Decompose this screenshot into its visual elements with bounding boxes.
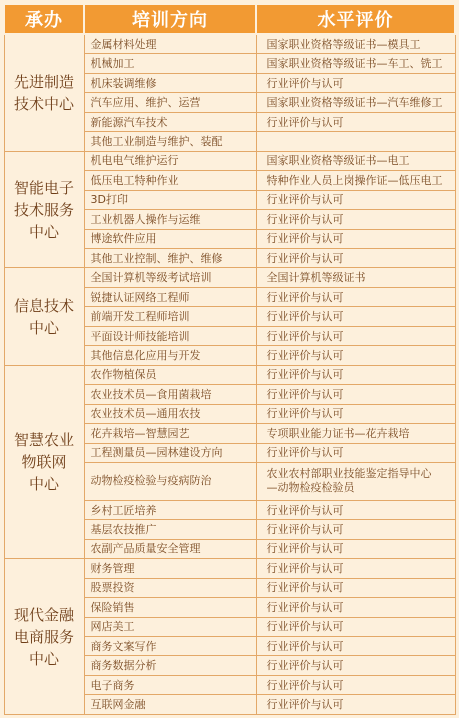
group-host-cell: 智能电子 技术服务 中心 [4,151,84,268]
evaluation-cell: 行业评价与认可 [256,365,455,384]
training-table [3,3,456,715]
group-host-cell: 信息技术 中心 [4,268,84,365]
evaluation-cell: 国家职业资格等级证书—电工 [256,151,455,170]
evaluation-cell: 行业评价与认可 [256,675,455,694]
evaluation-cell: 行业评价与认可 [256,500,455,519]
evaluation-cell: 专项职业能力证书—花卉栽培 [256,424,455,443]
evaluation-cell: 行业评价与认可 [256,578,455,597]
direction-cell: 低压电工特种作业 [84,171,256,190]
evaluation-cell: 行业评价与认可 [256,287,455,306]
evaluation-cell: 行业评价与认可 [256,617,455,636]
evaluation-cell: 行业评价与认可 [256,404,455,423]
direction-cell: 乡村工匠培养 [84,500,256,519]
evaluation-cell: 国家职业资格等级证书—汽车维修工 [256,93,455,112]
header-direction: 培训方向 [84,4,256,34]
direction-cell: 机床装调维修 [84,73,256,92]
table-row [4,559,455,578]
direction-cell: 金属材料处理 [84,34,256,54]
direction-cell: 花卉栽培—智慧园艺 [84,424,256,443]
direction-cell: 其他工业制造与维护、装配 [84,132,256,151]
direction-cell: 博途软件应用 [84,229,256,248]
group-host-cell: 现代金融 电商服务 中心 [4,559,84,715]
direction-cell: 农业技术员—食用菌栽培 [84,385,256,404]
table-row [4,268,455,287]
evaluation-cell: 全国计算机等级证书 [256,268,455,287]
evaluation-cell: 国家职业资格等级证书—模具工 [256,34,455,54]
direction-cell: 工程测量员—园林建设方向 [84,443,256,462]
direction-cell: 其他信息化应用与开发 [84,346,256,365]
evaluation-cell: 行业评价与认可 [256,520,455,539]
evaluation-cell: 行业评价与认可 [256,73,455,92]
direction-cell: 基层农技推广 [84,520,256,539]
evaluation-cell: 行业评价与认可 [256,190,455,209]
evaluation-cell: 行业评价与认可 [256,249,455,268]
direction-cell: 动物检疫检验与疫病防治 [84,463,256,501]
evaluation-cell: 行业评价与认可 [256,210,455,229]
evaluation-cell [256,132,455,151]
direction-cell: 新能源汽车技术 [84,112,256,131]
group-host-cell: 先进制造 技术中心 [4,34,84,151]
table-row [4,34,455,54]
direction-cell: 股票投资 [84,578,256,597]
evaluation-cell: 行业评价与认可 [256,326,455,345]
table-body [4,34,455,715]
direction-cell: 锐捷认证网络工程师 [84,287,256,306]
direction-cell: 前端开发工程师培训 [84,307,256,326]
direction-cell: 农业技术员—通用农技 [84,404,256,423]
group-host-cell: 智慧农业 物联网 中心 [4,365,84,558]
direction-cell: 互联网金融 [84,695,256,715]
evaluation-cell: 行业评价与认可 [256,346,455,365]
direction-cell: 汽车应用、维护、运营 [84,93,256,112]
evaluation-cell: 行业评价与认可 [256,559,455,578]
evaluation-cell: 行业评价与认可 [256,112,455,131]
evaluation-cell: 农业农村部职业技能鉴定指导中心 —动物检疫检验员 [256,463,455,501]
evaluation-cell: 行业评价与认可 [256,385,455,404]
evaluation-cell: 行业评价与认可 [256,656,455,675]
evaluation-cell: 行业评价与认可 [256,598,455,617]
header-host: 承办 [4,4,84,34]
evaluation-cell: 特种作业人员上岗操作证—低压电工 [256,171,455,190]
direction-cell: 保险销售 [84,598,256,617]
evaluation-cell: 行业评价与认可 [256,443,455,462]
header-evaluation: 水平评价 [256,4,455,34]
direction-cell: 机电电气维护运行 [84,151,256,170]
direction-cell: 3D打印 [84,190,256,209]
evaluation-cell: 行业评价与认可 [256,307,455,326]
evaluation-cell: 行业评价与认可 [256,229,455,248]
direction-cell: 农副产品质量安全管理 [84,539,256,558]
direction-cell: 商务数据分析 [84,656,256,675]
evaluation-cell: 国家职业资格等级证书—车工、铣工 [256,54,455,73]
direction-cell: 财务管理 [84,559,256,578]
direction-cell: 机械加工 [84,54,256,73]
direction-cell: 全国计算机等级考试培训 [84,268,256,287]
direction-cell: 商务文案写作 [84,637,256,656]
table-row [4,365,455,384]
direction-cell: 网店美工 [84,617,256,636]
direction-cell: 平面设计师技能培训 [84,326,256,345]
direction-cell: 工业机器人操作与运维 [84,210,256,229]
evaluation-cell: 行业评价与认可 [256,539,455,558]
direction-cell: 电子商务 [84,675,256,694]
evaluation-cell: 行业评价与认可 [256,695,455,715]
header-row [4,4,455,34]
table-row [4,151,455,170]
direction-cell: 农作物植保员 [84,365,256,384]
direction-cell: 其他工业控制、维护、维修 [84,249,256,268]
evaluation-cell: 行业评价与认可 [256,637,455,656]
